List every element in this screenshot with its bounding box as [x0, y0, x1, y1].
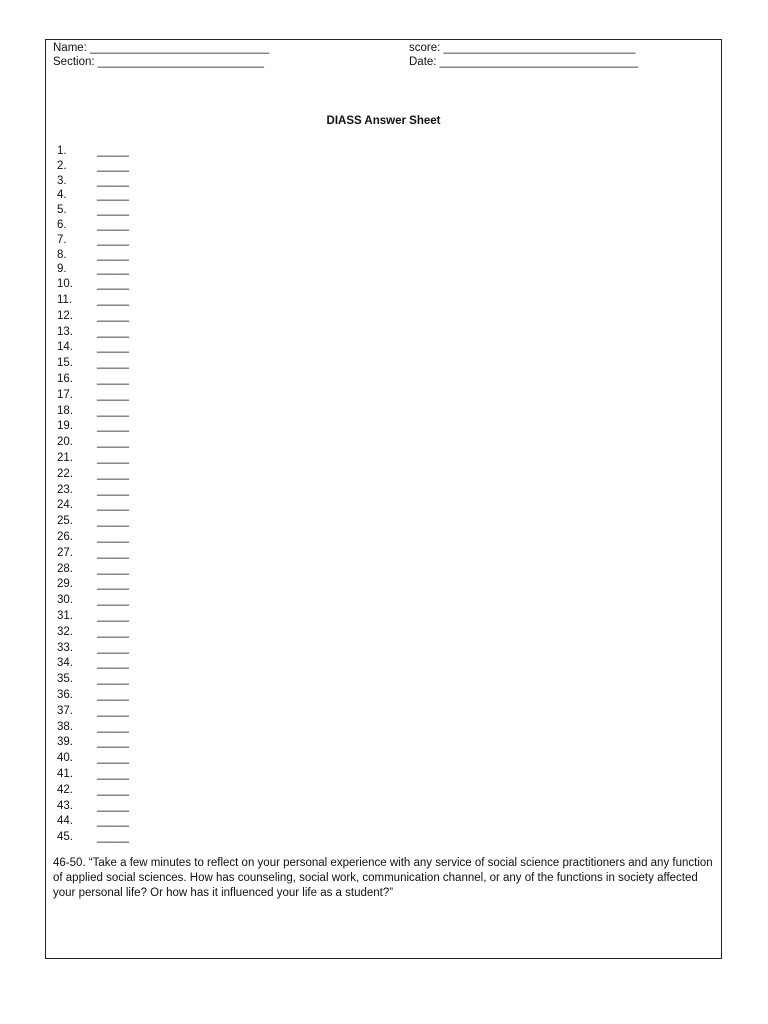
answer-blank[interactable]: _____	[97, 783, 129, 796]
answer-number: 19.	[57, 420, 73, 433]
answer-number: 14.	[57, 341, 73, 354]
answer-number: 35.	[57, 673, 73, 686]
answer-blank[interactable]: _____	[97, 174, 129, 187]
answer-row	[57, 372, 129, 387]
answer-row	[57, 577, 129, 592]
answer-blank[interactable]: _____	[97, 294, 129, 306]
answer-row	[57, 483, 129, 498]
answer-blank[interactable]: _____	[97, 436, 129, 449]
answer-row	[57, 262, 129, 277]
answer-row	[57, 530, 129, 545]
answer-row	[57, 783, 129, 798]
answer-row	[57, 144, 129, 159]
answer-row	[57, 309, 129, 324]
answer-blank[interactable]: _____	[97, 373, 129, 385]
answer-row	[57, 767, 129, 782]
date-field-label: Date: _______________________________	[409, 56, 638, 68]
answer-number: 4.	[57, 189, 67, 202]
answer-number: 32.	[57, 625, 73, 638]
answer-row	[57, 641, 129, 656]
answer-blank[interactable]: _____	[97, 325, 129, 338]
answer-number: 3.	[57, 174, 67, 187]
answer-row	[57, 277, 129, 292]
answer-blank[interactable]: _____	[97, 641, 129, 654]
answer-row	[57, 593, 129, 608]
answer-row	[57, 293, 129, 308]
answer-row	[57, 388, 129, 403]
answer-blank[interactable]: _____	[97, 278, 129, 291]
answer-row	[57, 419, 129, 434]
answer-number: 2.	[57, 159, 67, 172]
sheet-title: DIASS Answer Sheet	[326, 115, 441, 127]
answer-number: 29.	[57, 578, 73, 591]
answer-blank[interactable]: _____	[97, 204, 129, 217]
answer-number: 21.	[57, 452, 73, 464]
answer-blank[interactable]: _____	[97, 452, 129, 464]
answer-number: 13.	[57, 325, 73, 338]
answer-number: 5.	[57, 204, 67, 217]
answer-blank[interactable]: _____	[97, 263, 129, 276]
answer-number: 18.	[57, 404, 73, 417]
answer-blank[interactable]: _____	[97, 689, 129, 701]
answer-number: 6.	[57, 219, 67, 231]
answer-number: 7.	[57, 233, 67, 246]
answer-blank[interactable]: _____	[97, 233, 129, 246]
answer-number: 38.	[57, 720, 73, 733]
answer-number: 33.	[57, 641, 73, 654]
answer-number: 43.	[57, 799, 73, 812]
answer-row	[57, 704, 129, 719]
essay-question: 46-50. “Take a few minutes to reflect on your personal experience with any service of social science practitioners and any function of applied social sciences. How has counseling, social work, communication channel, or any of the functions in society affected your personal life? Or how has it influenced your life as a student?”	[53, 857, 713, 899]
answer-row	[57, 498, 129, 513]
answer-blank[interactable]: _____	[97, 720, 129, 733]
answer-row	[57, 830, 129, 845]
answer-blank[interactable]: _____	[97, 388, 129, 401]
answer-row	[57, 435, 129, 450]
answer-row	[57, 451, 129, 466]
answer-blank[interactable]: _____	[97, 341, 129, 354]
answer-blank[interactable]: _____	[97, 515, 129, 528]
answer-row	[57, 248, 129, 263]
answer-row	[57, 751, 129, 766]
answer-blank[interactable]: _____	[97, 309, 129, 322]
answer-row	[57, 188, 129, 203]
answer-number: 45.	[57, 831, 73, 844]
answer-number: 22.	[57, 467, 73, 480]
answer-blank[interactable]: _____	[97, 357, 129, 370]
answer-blank[interactable]: _____	[97, 404, 129, 417]
answer-row	[57, 688, 129, 703]
answer-row	[57, 174, 129, 189]
answer-row	[57, 609, 129, 624]
answer-blank[interactable]: _____	[97, 704, 129, 717]
answer-row	[57, 814, 129, 829]
answer-blank[interactable]: _____	[97, 467, 129, 480]
answer-blank[interactable]: _____	[97, 159, 129, 172]
answer-blank[interactable]: _____	[97, 219, 129, 231]
answer-blank[interactable]: _____	[97, 799, 129, 812]
answer-row	[57, 799, 129, 814]
answer-number: 23.	[57, 483, 73, 496]
answer-blank[interactable]: _____	[97, 594, 129, 607]
answer-row	[57, 356, 129, 371]
answer-number: 27.	[57, 546, 73, 559]
answer-number: 9.	[57, 263, 67, 276]
answer-blank[interactable]: _____	[97, 831, 129, 844]
answer-blank[interactable]: _____	[97, 736, 129, 749]
answer-row	[57, 325, 129, 340]
answer-row	[57, 159, 129, 174]
answer-number: 17.	[57, 388, 73, 401]
answer-number: 41.	[57, 768, 73, 780]
answer-blank[interactable]: _____	[97, 657, 129, 670]
answer-number: 34.	[57, 657, 73, 670]
answer-blank[interactable]: _____	[97, 815, 129, 828]
answer-blank[interactable]: _____	[97, 483, 129, 496]
answer-number: 20.	[57, 436, 73, 449]
answer-number: 25.	[57, 515, 73, 528]
answer-number: 44.	[57, 815, 73, 828]
answer-row	[57, 546, 129, 561]
answer-row	[57, 735, 129, 750]
answer-blank[interactable]: _____	[97, 625, 129, 638]
answer-number: 40.	[57, 752, 73, 765]
answer-blank[interactable]: _____	[97, 578, 129, 591]
answer-blank[interactable]: _____	[97, 610, 129, 622]
name-field-label: Name: ____________________________	[53, 42, 270, 54]
answer-number: 24.	[57, 499, 73, 512]
answer-number: 36.	[57, 689, 73, 701]
answer-row	[57, 233, 129, 248]
answer-blank[interactable]: _____	[97, 673, 129, 686]
answer-blank[interactable]: _____	[97, 248, 129, 261]
answer-row	[57, 514, 129, 529]
answer-sheet-border	[45, 39, 722, 959]
section-field-label: Section: __________________________	[53, 56, 265, 68]
answer-number: 42.	[57, 783, 73, 796]
answer-blank[interactable]: _____	[97, 420, 129, 433]
answer-row	[57, 562, 129, 577]
answer-number: 26.	[57, 531, 73, 543]
answer-row	[57, 672, 129, 687]
answer-number: 37.	[57, 704, 73, 717]
answer-number: 10.	[57, 278, 73, 291]
answer-blank[interactable]: _____	[97, 562, 129, 575]
answer-blank[interactable]: _____	[97, 189, 129, 202]
answer-number: 31.	[57, 610, 73, 622]
answer-number: 12.	[57, 309, 73, 322]
answer-row	[57, 720, 129, 735]
answer-number: 1.	[57, 145, 67, 157]
answer-row	[57, 340, 129, 355]
answer-blank[interactable]: _____	[97, 531, 129, 543]
score-field-label: score: ______________________________	[409, 42, 636, 54]
answer-number: 8.	[57, 248, 67, 261]
answer-blank[interactable]: _____	[97, 145, 129, 157]
answer-blank[interactable]: _____	[97, 546, 129, 559]
answer-row	[57, 625, 129, 640]
answer-row	[57, 218, 129, 233]
answer-row	[57, 656, 129, 671]
answer-blank[interactable]: _____	[97, 499, 129, 512]
answer-row	[57, 404, 129, 419]
answer-number: 39.	[57, 736, 73, 749]
answer-number: 28.	[57, 562, 73, 575]
answer-row	[57, 467, 129, 482]
answer-number: 15.	[57, 357, 73, 370]
answer-number: 11.	[57, 294, 73, 306]
answer-blank[interactable]: _____	[97, 752, 129, 765]
answer-blank[interactable]: _____	[97, 768, 129, 780]
answer-number: 30.	[57, 594, 73, 607]
answer-row	[57, 203, 129, 218]
answer-number: 16.	[57, 373, 73, 385]
